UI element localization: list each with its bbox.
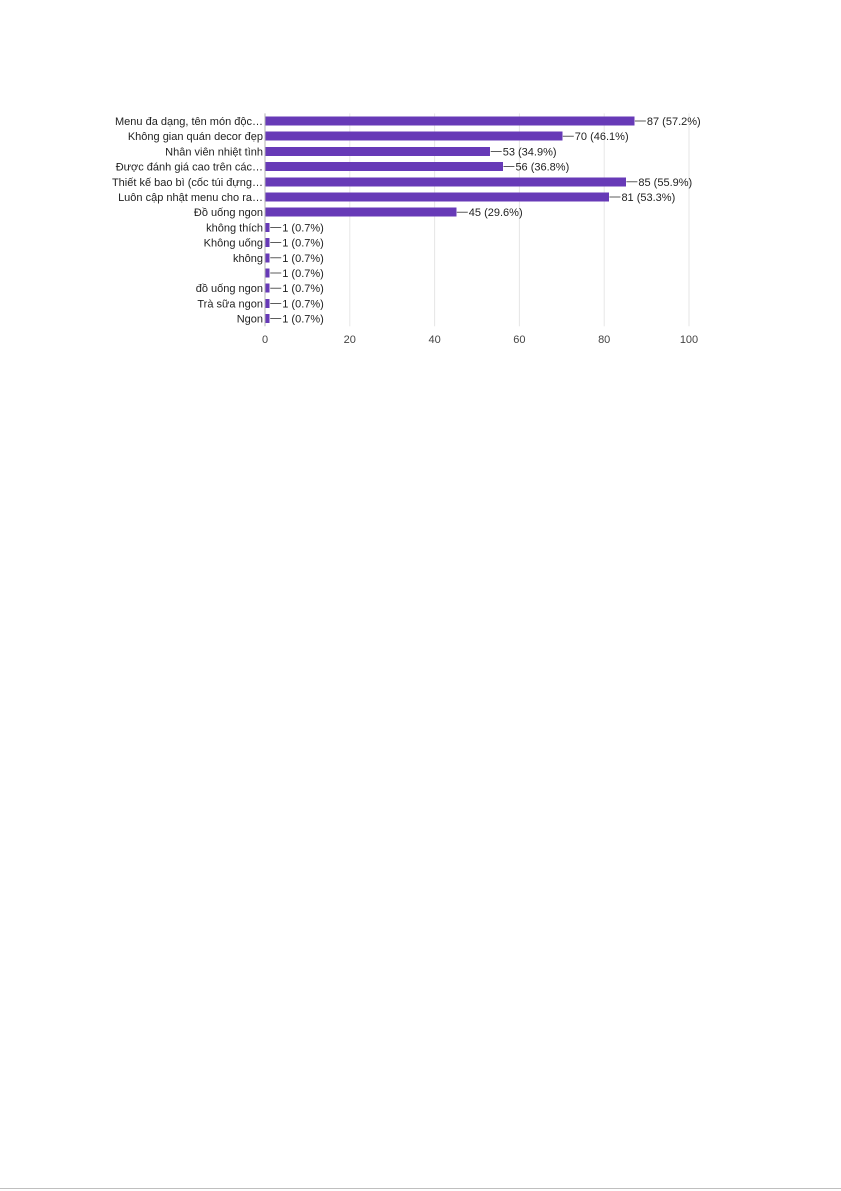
bar bbox=[266, 147, 491, 156]
chart-svg bbox=[0, 0, 841, 360]
category-label: Nhân viên nhiệt tình bbox=[165, 146, 263, 159]
bar bbox=[266, 117, 635, 126]
value-label: 53 (34.9%) bbox=[502, 146, 557, 159]
category-label: Đồ uống ngon bbox=[193, 207, 263, 220]
category-label: Không gian quán decor đẹp bbox=[127, 131, 263, 144]
category-label: không thích bbox=[206, 222, 263, 235]
page-bottom-divider bbox=[0, 1188, 841, 1189]
value-label: 1 (0.7%) bbox=[282, 298, 324, 311]
value-label: 70 (46.1%) bbox=[574, 131, 629, 144]
bar bbox=[266, 284, 270, 293]
value-label: 1 (0.7%) bbox=[282, 313, 324, 326]
value-label: 85 (55.9%) bbox=[638, 176, 693, 189]
value-label: 1 (0.7%) bbox=[282, 237, 324, 250]
category-label: Không uống bbox=[203, 237, 263, 250]
x-tick-label: 60 bbox=[513, 334, 526, 347]
bar bbox=[266, 177, 626, 186]
bar bbox=[266, 193, 609, 202]
value-label: 45 (29.6%) bbox=[468, 207, 523, 220]
value-label: 1 (0.7%) bbox=[282, 268, 324, 280]
value-label: 87 (57.2%) bbox=[646, 116, 701, 128]
x-tick-label: 20 bbox=[343, 334, 356, 347]
x-tick-label: 80 bbox=[598, 334, 611, 347]
value-label: 1 (0.7%) bbox=[282, 252, 324, 265]
bar bbox=[266, 132, 563, 141]
x-tick-label: 100 bbox=[679, 334, 699, 347]
category-label: Thiết kế bao bì (cốc túi đựng… bbox=[111, 176, 263, 189]
category-label: Trà sữa ngon bbox=[197, 298, 263, 311]
bar bbox=[266, 299, 270, 308]
bar bbox=[266, 314, 270, 323]
value-label: 1 (0.7%) bbox=[282, 283, 324, 296]
bar bbox=[266, 223, 270, 232]
x-tick-label: 40 bbox=[428, 334, 441, 347]
category-label: Ngon bbox=[236, 313, 263, 326]
bar bbox=[266, 208, 457, 217]
value-label: 56 (36.8%) bbox=[515, 161, 570, 174]
bar bbox=[266, 162, 503, 171]
bar bbox=[266, 269, 270, 278]
category-label: Được đánh giá cao trên các… bbox=[115, 161, 263, 174]
category-label: Menu đa dạng, tên món độc… bbox=[115, 116, 263, 128]
value-label: 1 (0.7%) bbox=[282, 222, 324, 235]
category-label: đồ uống ngon bbox=[195, 283, 263, 296]
bar bbox=[266, 253, 270, 262]
x-tick-label: 0 bbox=[261, 334, 269, 347]
category-label: Luôn cập nhật menu cho ra… bbox=[118, 192, 263, 204]
bar bbox=[266, 238, 270, 247]
value-label: 81 (53.3%) bbox=[621, 192, 676, 204]
category-label: không bbox=[233, 252, 263, 265]
bar-chart bbox=[0, 0, 841, 360]
